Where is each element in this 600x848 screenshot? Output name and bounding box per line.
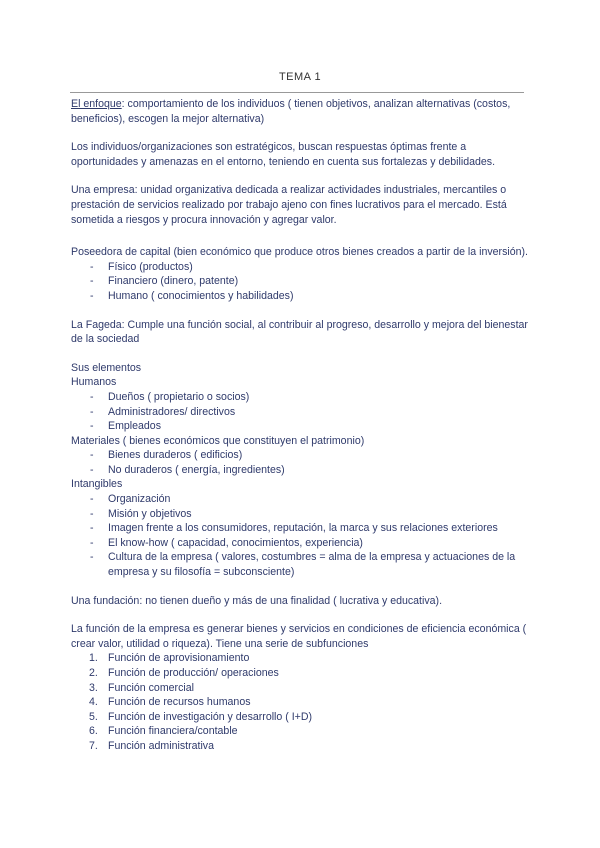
list-item: - Dueños ( propietario o socios)	[71, 390, 531, 405]
paragraph-individuos: Los individuos/organizaciones son estratégicos, buscan respuestas óptimas frente a oportunidades y amenazas en el entorno, teniendo en cuenta sus fortalezas y debilidades.	[71, 141, 496, 168]
list-item: - Humano ( conocimientos y habilidades)	[71, 289, 531, 304]
item-number: 4.	[89, 696, 98, 709]
heading-intangibles: Intangibles	[71, 478, 123, 491]
title-divider	[70, 92, 524, 93]
list-item: - Administradores/ directivos	[71, 405, 531, 420]
list-item	[71, 710, 531, 725]
list-item	[71, 651, 531, 666]
list-item: - Financiero (dinero, patente)	[71, 274, 531, 289]
list-item	[71, 739, 531, 754]
list-item: - Imagen frente a los consumidores, reputación, la marca y sus relaciones exteriores	[71, 521, 531, 536]
item-number: 6.	[89, 725, 98, 738]
item-label: Función comercial	[108, 681, 194, 694]
list-item: - No duraderos ( energía, ingredientes)	[71, 463, 531, 478]
heading-elementos: Sus elementos	[71, 361, 142, 374]
item-label: Función de investigación y desarrollo ( I+D)	[108, 710, 313, 723]
heading-humanos: Humanos	[71, 376, 117, 389]
list-item	[71, 681, 531, 696]
paragraph-fundacion: Una fundación: no tienen dueño y más de una finalidad ( lucrativa y educativa).	[71, 594, 443, 607]
humanos-list	[71, 390, 531, 434]
list-item: - Misión y objetivos	[71, 507, 531, 522]
paragraph-enfoque	[71, 97, 531, 126]
paragraph-capital: Poseedora de capital (bien económico que produce otros bienes creados a partir de la inversión).	[71, 246, 528, 259]
paragraph-fageda: La Fageda: Cumple una función social, al contribuir al progreso, desarrollo y mejora del bienestar de la sociedad	[71, 318, 528, 346]
page-title: TEMA 1	[278, 71, 322, 83]
paragraph-empresa: Una empresa: unidad organizativa dedicada a realizar actividades industriales, mercantiles o prestación de servicios realizado por trabajo ajeno con fines lucrativos para el mercado. Está sometida a riesgos y procura innovación y agregar valor.	[71, 184, 507, 226]
list-item	[71, 666, 531, 681]
document-body	[71, 97, 531, 754]
item-label: Función de aprovisionamiento	[108, 652, 250, 665]
capital-list	[71, 260, 531, 304]
item-label: Función administrativa	[108, 739, 214, 752]
list-item: - Organización	[71, 492, 531, 507]
item-number: 5.	[89, 710, 98, 723]
term-enfoque: El enfoque	[71, 98, 122, 110]
materiales-list	[71, 448, 531, 477]
item-number: 1.	[89, 652, 98, 665]
list-item: - El know-how ( capacidad, conocimientos, experiencia)	[71, 536, 531, 551]
item-number: 7.	[89, 739, 98, 752]
item-label: Función financiera/contable	[108, 725, 238, 738]
heading-materiales: Materiales ( bienes económicos que constituyen el patrimonio)	[71, 434, 365, 447]
item-number: 2.	[89, 667, 98, 679]
subfunciones-list	[71, 651, 531, 753]
list-item: - Bienes duraderos ( edificios)	[71, 448, 531, 463]
list-item	[71, 724, 531, 739]
list-item: - Físico (productos)	[71, 260, 531, 275]
list-item	[71, 695, 531, 710]
item-number: 3.	[89, 681, 98, 694]
list-item: - Empleados	[71, 419, 531, 434]
item-label: Función de recursos humanos	[108, 696, 251, 709]
paragraph-funcion: La función de la empresa es generar bienes y servicios en condiciones de eficiencia económica ( crear valor, utilidad o riqueza). Tiene una serie de subfunciones	[71, 623, 527, 650]
list-item: - Cultura de la empresa ( valores, costumbres = alma de la empresa y actuaciones de la empresa y su filosofía = subconsciente)	[71, 550, 531, 579]
item-label: Función de producción/ operaciones	[108, 667, 279, 679]
intangibles-list	[71, 492, 531, 580]
definition-enfoque: : comportamiento de los individuos ( tienen objetivos, analizan alternativas (costos, beneficios), escogen la mejor alternativa)	[71, 98, 511, 125]
